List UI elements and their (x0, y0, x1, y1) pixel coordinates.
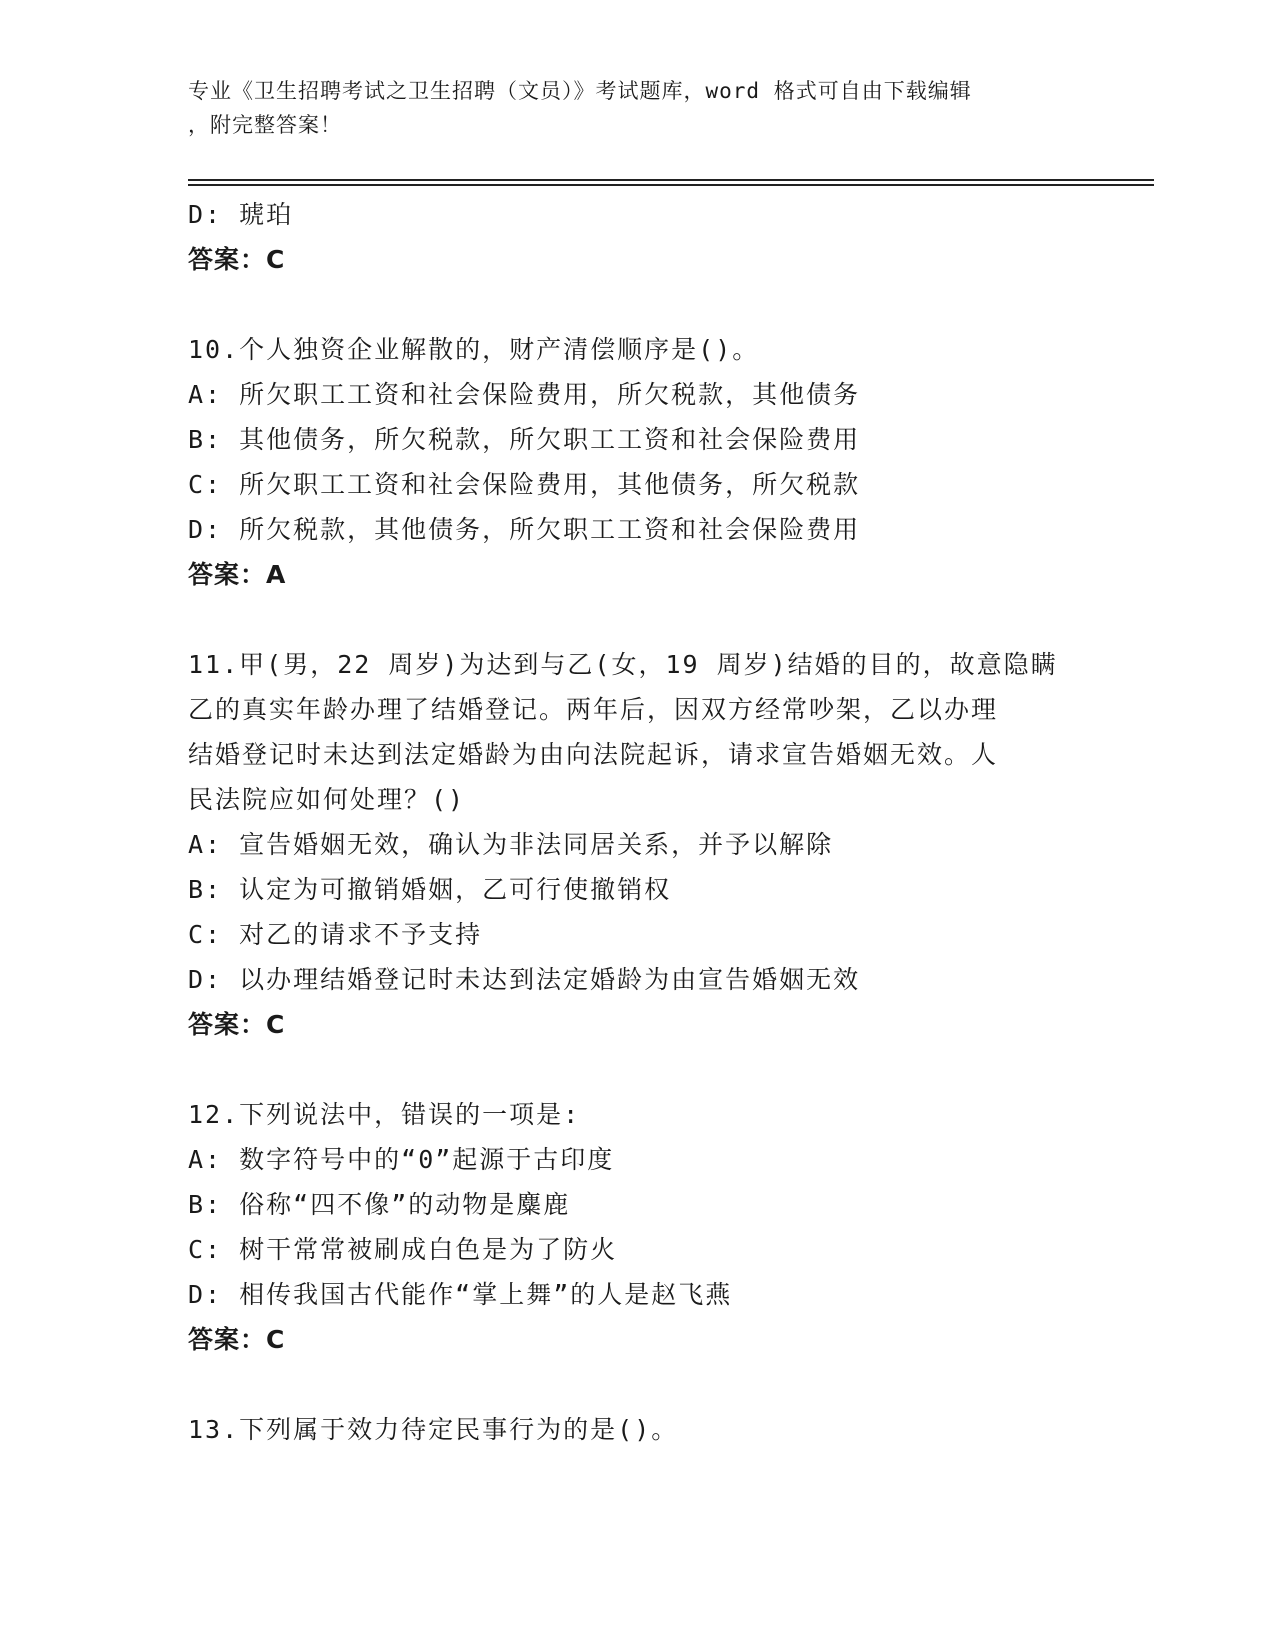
header-divider-bottom (188, 184, 1154, 186)
option-d: D: 以办理结婚登记时未达到法定婚龄为由宣告婚姻无效 (188, 965, 861, 994)
question-stem-line-1: 11.甲(男，22 周岁)为达到与乙(女，19 周岁)结婚的目的，故意隐瞒 (188, 650, 1058, 679)
spacer (188, 597, 1088, 642)
question-11 (188, 642, 1088, 1047)
question-stem: 13.下列属于效力待定民事行为的是()。 (188, 1415, 679, 1444)
option-a: A: 宣告婚姻无效，确认为非法同居关系，并予以解除 (188, 830, 834, 859)
question-9-tail (188, 192, 1088, 282)
question-12 (188, 1092, 1088, 1362)
option-a: A: 数字符号中的“0”起源于古印度 (188, 1145, 615, 1174)
option-d: D: 琥珀 (188, 200, 294, 229)
spacer (188, 1047, 1088, 1092)
page-header (188, 74, 1068, 142)
header-line-2: ，附完整答案！ (188, 113, 342, 137)
option-b: B: 认定为可撤销婚姻，乙可行使撤销权 (188, 875, 672, 904)
question-stem-line-3: 结婚登记时未达到法定婚龄为由向法院起诉，请求宣告婚姻无效。人 (188, 740, 999, 769)
header-divider-top (188, 179, 1154, 181)
option-c: C: 树干常常被刷成白色是为了防火 (188, 1235, 618, 1264)
question-stem-line-4: 民法院应如何处理？() (188, 785, 466, 814)
option-b: B: 俗称“四不像”的动物是麋鹿 (188, 1190, 571, 1219)
option-b: B: 其他债务，所欠税款，所欠职工工资和社会保险费用 (188, 425, 861, 454)
question-13 (188, 1407, 1088, 1452)
option-c: C: 所欠职工工资和社会保险费用，其他债务，所欠税款 (188, 470, 861, 499)
spacer (188, 282, 1088, 327)
option-c: C: 对乙的请求不予支持 (188, 920, 483, 949)
header-line-1: 专业《卫生招聘考试之卫生招聘（文员）》考试题库，word 格式可自由下载编辑 (188, 79, 972, 103)
option-a: A: 所欠职工工资和社会保险费用，所欠税款，其他债务 (188, 380, 861, 409)
question-stem: 10.个人独资企业解散的，财产清偿顺序是()。 (188, 335, 760, 364)
question-stem: 12.下列说法中，错误的一项是: (188, 1100, 581, 1129)
answer-line: 答案：C (188, 245, 286, 274)
answer-line: 答案：C (188, 1325, 286, 1354)
option-d: D: 所欠税款，其他债务，所欠职工工资和社会保险费用 (188, 515, 861, 544)
answer-line: 答案：A (188, 560, 287, 589)
option-d: D: 相传我国古代能作“掌上舞”的人是赵飞燕 (188, 1280, 733, 1309)
answer-line: 答案：C (188, 1010, 286, 1039)
spacer (188, 1362, 1088, 1407)
question-stem-line-2: 乙的真实年龄办理了结婚登记。两年后，因双方经常吵架，乙以办理 (188, 695, 999, 724)
question-list (188, 192, 1088, 1452)
question-10 (188, 327, 1088, 597)
